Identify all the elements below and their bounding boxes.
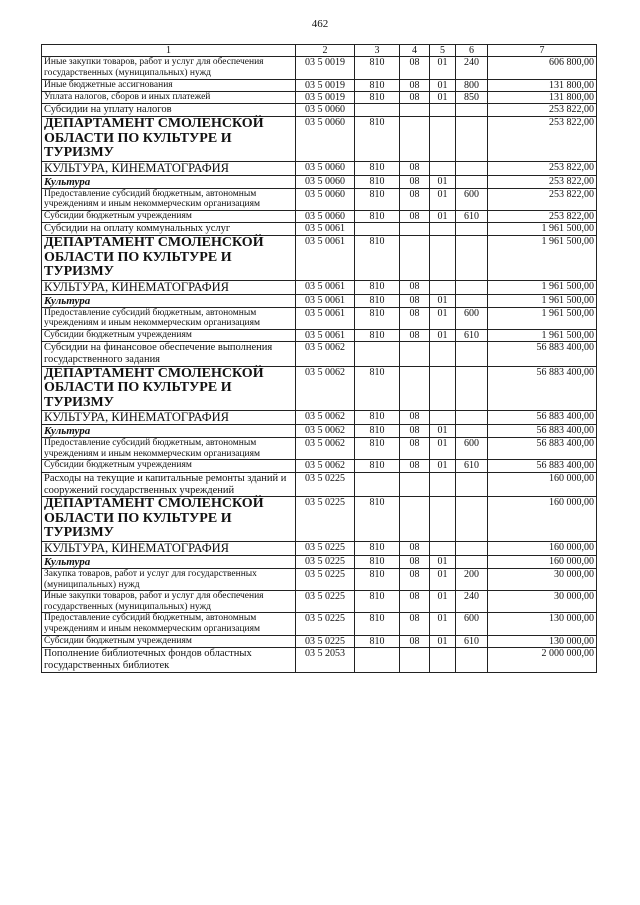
cell-section: 08 xyxy=(400,307,430,329)
table-row xyxy=(42,497,597,542)
cell-expense-type xyxy=(456,294,488,307)
table-row xyxy=(42,294,597,307)
cell-name: КУЛЬТУРА, КИНЕМАТОГРАФИЯ xyxy=(42,161,296,175)
cell-subsection: 01 xyxy=(430,294,456,307)
cell-subsection: 01 xyxy=(430,329,456,341)
cell-target-code: 03 5 0225 xyxy=(296,497,355,542)
cell-section: 08 xyxy=(400,425,430,438)
cell-name: Субсидии на уплату налогов xyxy=(42,104,296,117)
cell-expense-type xyxy=(456,366,488,411)
cell-target-code: 03 5 0061 xyxy=(296,329,355,341)
cell-name: Субсидии на оплату коммунальных услуг xyxy=(42,223,296,236)
cell-section: 08 xyxy=(400,329,430,341)
cell-amount: 253 822,00 xyxy=(488,210,597,222)
cell-target-code: 03 5 0062 xyxy=(296,342,355,367)
cell-department-code: 810 xyxy=(355,591,400,613)
cell-section xyxy=(400,104,430,117)
cell-expense-type: 610 xyxy=(456,635,488,647)
cell-department-code: 810 xyxy=(355,79,400,91)
cell-subsection: 01 xyxy=(430,57,456,79)
cell-expense-type: 800 xyxy=(456,79,488,91)
cell-subsection xyxy=(430,104,456,117)
cell-section: 08 xyxy=(400,438,430,460)
cell-name: Закупка товаров, работ и услуг для государственных (муниципальных) нужд xyxy=(42,568,296,590)
cell-target-code: 03 5 0225 xyxy=(296,568,355,590)
cell-subsection xyxy=(430,497,456,542)
cell-subsection xyxy=(430,647,456,672)
cell-department-code: 810 xyxy=(355,307,400,329)
cell-expense-type: 600 xyxy=(456,188,488,210)
cell-expense-type xyxy=(456,161,488,175)
header-col-1: 1 xyxy=(42,45,296,57)
table-row xyxy=(42,280,597,294)
table-row xyxy=(42,568,597,590)
header-col-2: 2 xyxy=(296,45,355,57)
cell-expense-type: 200 xyxy=(456,568,488,590)
cell-section: 08 xyxy=(400,541,430,555)
cell-section: 08 xyxy=(400,79,430,91)
cell-amount: 1 961 500,00 xyxy=(488,307,597,329)
cell-subsection: 01 xyxy=(430,591,456,613)
cell-name: Предоставление субсидий бюджетным, автономным учреждениям и иным некоммерческим организациям xyxy=(42,438,296,460)
cell-department-code: 810 xyxy=(355,329,400,341)
cell-name: Пополнение библиотечных фондов областных государственных библиотек xyxy=(42,647,296,672)
table-row xyxy=(42,79,597,91)
table-row xyxy=(42,591,597,613)
cell-target-code: 03 5 0225 xyxy=(296,555,355,568)
cell-target-code: 03 5 0225 xyxy=(296,613,355,635)
cell-amount: 160 000,00 xyxy=(488,541,597,555)
cell-amount: 253 822,00 xyxy=(488,104,597,117)
cell-target-code: 03 5 0062 xyxy=(296,411,355,425)
table-row xyxy=(42,329,597,341)
cell-expense-type: 850 xyxy=(456,92,488,104)
cell-expense-type xyxy=(456,342,488,367)
cell-expense-type xyxy=(456,175,488,188)
cell-amount: 56 883 400,00 xyxy=(488,460,597,472)
cell-section xyxy=(400,647,430,672)
table-row xyxy=(42,647,597,672)
cell-section: 08 xyxy=(400,568,430,590)
cell-expense-type: 610 xyxy=(456,460,488,472)
cell-target-code: 03 5 0060 xyxy=(296,104,355,117)
cell-department-code xyxy=(355,223,400,236)
header-col-3: 3 xyxy=(355,45,400,57)
cell-department-code xyxy=(355,472,400,497)
table-row xyxy=(42,425,597,438)
cell-subsection: 01 xyxy=(430,307,456,329)
header-col-6: 6 xyxy=(456,45,488,57)
cell-target-code: 03 5 0062 xyxy=(296,425,355,438)
cell-subsection xyxy=(430,342,456,367)
cell-subsection xyxy=(430,472,456,497)
cell-name: Культура xyxy=(42,175,296,188)
cell-name: Уплата налогов, сборов и иных платежей xyxy=(42,92,296,104)
cell-amount: 1 961 500,00 xyxy=(488,223,597,236)
cell-department-code xyxy=(355,647,400,672)
cell-section: 08 xyxy=(400,411,430,425)
cell-expense-type xyxy=(456,647,488,672)
cell-subsection: 01 xyxy=(430,175,456,188)
cell-name: ДЕПАРТАМЕНТ СМОЛЕНСКОЙ ОБЛАСТИ ПО КУЛЬТУРЕ И ТУРИЗМУ xyxy=(42,236,296,281)
cell-amount: 56 883 400,00 xyxy=(488,411,597,425)
cell-expense-type: 600 xyxy=(456,613,488,635)
cell-expense-type xyxy=(456,555,488,568)
cell-amount: 131 800,00 xyxy=(488,92,597,104)
cell-amount: 160 000,00 xyxy=(488,497,597,542)
table-row xyxy=(42,188,597,210)
table-row xyxy=(42,307,597,329)
cell-expense-type xyxy=(456,280,488,294)
table-row xyxy=(42,555,597,568)
cell-department-code: 810 xyxy=(355,188,400,210)
cell-department-code: 810 xyxy=(355,366,400,411)
cell-amount: 56 883 400,00 xyxy=(488,342,597,367)
cell-name: Субсидии на финансовое обеспечение выполнения государственного задания xyxy=(42,342,296,367)
header-row xyxy=(42,45,597,57)
cell-amount: 253 822,00 xyxy=(488,161,597,175)
cell-target-code: 03 5 0062 xyxy=(296,438,355,460)
budget-table xyxy=(41,44,597,673)
cell-amount: 131 800,00 xyxy=(488,79,597,91)
cell-section: 08 xyxy=(400,555,430,568)
cell-subsection xyxy=(430,411,456,425)
cell-section: 08 xyxy=(400,57,430,79)
cell-department-code: 810 xyxy=(355,57,400,79)
cell-subsection xyxy=(430,236,456,281)
cell-amount: 56 883 400,00 xyxy=(488,438,597,460)
cell-name: КУЛЬТУРА, КИНЕМАТОГРАФИЯ xyxy=(42,280,296,294)
cell-amount: 253 822,00 xyxy=(488,188,597,210)
cell-amount: 56 883 400,00 xyxy=(488,366,597,411)
cell-section: 08 xyxy=(400,92,430,104)
table-row xyxy=(42,161,597,175)
cell-expense-type: 600 xyxy=(456,438,488,460)
cell-amount: 1 961 500,00 xyxy=(488,294,597,307)
cell-section: 08 xyxy=(400,294,430,307)
table-row xyxy=(42,236,597,281)
cell-subsection: 01 xyxy=(430,635,456,647)
table-row xyxy=(42,117,597,162)
cell-amount: 606 800,00 xyxy=(488,57,597,79)
cell-department-code: 810 xyxy=(355,613,400,635)
table-row xyxy=(42,57,597,79)
cell-department-code: 810 xyxy=(355,555,400,568)
cell-amount: 30 000,00 xyxy=(488,591,597,613)
cell-name: ДЕПАРТАМЕНТ СМОЛЕНСКОЙ ОБЛАСТИ ПО КУЛЬТУРЕ И ТУРИЗМУ xyxy=(42,117,296,162)
cell-target-code: 03 5 0061 xyxy=(296,280,355,294)
cell-section: 08 xyxy=(400,175,430,188)
cell-amount: 130 000,00 xyxy=(488,635,597,647)
cell-department-code: 810 xyxy=(355,294,400,307)
cell-name: Иные закупки товаров, работ и услуг для обеспечения государственных (муниципальных) нужд xyxy=(42,591,296,613)
cell-expense-type: 600 xyxy=(456,307,488,329)
cell-amount: 2 000 000,00 xyxy=(488,647,597,672)
cell-section: 08 xyxy=(400,161,430,175)
cell-section: 08 xyxy=(400,188,430,210)
table-row xyxy=(42,92,597,104)
cell-name: Предоставление субсидий бюджетным, автономным учреждениям и иным некоммерческим организациям xyxy=(42,307,296,329)
table-row xyxy=(42,104,597,117)
cell-target-code: 03 5 0019 xyxy=(296,92,355,104)
cell-expense-type xyxy=(456,104,488,117)
cell-section xyxy=(400,472,430,497)
cell-amount: 130 000,00 xyxy=(488,613,597,635)
cell-department-code: 810 xyxy=(355,161,400,175)
header-col-4: 4 xyxy=(400,45,430,57)
table-row xyxy=(42,175,597,188)
cell-amount: 160 000,00 xyxy=(488,555,597,568)
header-col-7: 7 xyxy=(488,45,597,57)
cell-subsection: 01 xyxy=(430,425,456,438)
cell-name: Иные закупки товаров, работ и услуг для обеспечения государственных (муниципальных) нужд xyxy=(42,57,296,79)
cell-department-code: 810 xyxy=(355,92,400,104)
cell-target-code: 03 5 0062 xyxy=(296,366,355,411)
table-row xyxy=(42,342,597,367)
cell-target-code: 03 5 0225 xyxy=(296,591,355,613)
cell-target-code: 03 5 2053 xyxy=(296,647,355,672)
cell-subsection: 01 xyxy=(430,568,456,590)
cell-target-code: 03 5 0060 xyxy=(296,161,355,175)
cell-expense-type xyxy=(456,223,488,236)
cell-target-code: 03 5 0061 xyxy=(296,294,355,307)
cell-name: Субсидии бюджетным учреждениям xyxy=(42,329,296,341)
cell-target-code: 03 5 0225 xyxy=(296,472,355,497)
cell-subsection: 01 xyxy=(430,555,456,568)
cell-expense-type: 610 xyxy=(456,329,488,341)
cell-name: Субсидии бюджетным учреждениям xyxy=(42,210,296,222)
cell-department-code xyxy=(355,104,400,117)
cell-name: Культура xyxy=(42,294,296,307)
cell-subsection xyxy=(430,280,456,294)
table-row xyxy=(42,460,597,472)
cell-amount: 160 000,00 xyxy=(488,472,597,497)
cell-expense-type xyxy=(456,497,488,542)
cell-expense-type xyxy=(456,236,488,281)
cell-amount: 253 822,00 xyxy=(488,175,597,188)
cell-target-code: 03 5 0225 xyxy=(296,541,355,555)
cell-section xyxy=(400,497,430,542)
cell-name: ДЕПАРТАМЕНТ СМОЛЕНСКОЙ ОБЛАСТИ ПО КУЛЬТУРЕ И ТУРИЗМУ xyxy=(42,497,296,542)
cell-name: КУЛЬТУРА, КИНЕМАТОГРАФИЯ xyxy=(42,541,296,555)
cell-department-code: 810 xyxy=(355,541,400,555)
cell-subsection: 01 xyxy=(430,460,456,472)
cell-amount: 1 961 500,00 xyxy=(488,280,597,294)
cell-subsection xyxy=(430,117,456,162)
cell-department-code: 810 xyxy=(355,568,400,590)
cell-expense-type xyxy=(456,411,488,425)
table-row xyxy=(42,613,597,635)
header-col-5: 5 xyxy=(430,45,456,57)
cell-target-code: 03 5 0061 xyxy=(296,236,355,281)
table-body xyxy=(42,57,597,672)
cell-department-code: 810 xyxy=(355,497,400,542)
cell-section: 08 xyxy=(400,280,430,294)
cell-department-code: 810 xyxy=(355,438,400,460)
cell-section xyxy=(400,366,430,411)
cell-name: Иные бюджетные ассигнования xyxy=(42,79,296,91)
cell-department-code: 810 xyxy=(355,117,400,162)
cell-subsection: 01 xyxy=(430,438,456,460)
cell-subsection: 01 xyxy=(430,188,456,210)
cell-expense-type: 610 xyxy=(456,210,488,222)
cell-target-code: 03 5 0060 xyxy=(296,210,355,222)
table-row xyxy=(42,411,597,425)
page-number: 462 xyxy=(311,18,329,30)
table-row xyxy=(42,541,597,555)
cell-subsection: 01 xyxy=(430,79,456,91)
cell-amount: 1 961 500,00 xyxy=(488,236,597,281)
cell-section xyxy=(400,342,430,367)
cell-subsection xyxy=(430,223,456,236)
cell-target-code: 03 5 0060 xyxy=(296,175,355,188)
cell-expense-type: 240 xyxy=(456,57,488,79)
table-row xyxy=(42,472,597,497)
cell-name: Расходы на текущие и капитальные ремонты зданий и сооружений государственных учреждений xyxy=(42,472,296,497)
table-row xyxy=(42,438,597,460)
cell-name: Предоставление субсидий бюджетным, автономным учреждениям и иным некоммерческим организациям xyxy=(42,613,296,635)
cell-subsection: 01 xyxy=(430,210,456,222)
cell-target-code: 03 5 0060 xyxy=(296,188,355,210)
cell-name: Субсидии бюджетным учреждениям xyxy=(42,460,296,472)
cell-department-code xyxy=(355,342,400,367)
cell-target-code: 03 5 0062 xyxy=(296,460,355,472)
cell-expense-type xyxy=(456,472,488,497)
cell-name: Предоставление субсидий бюджетным, автономным учреждениям и иным некоммерческим организациям xyxy=(42,188,296,210)
cell-subsection xyxy=(430,161,456,175)
table-row xyxy=(42,635,597,647)
cell-subsection xyxy=(430,366,456,411)
cell-section: 08 xyxy=(400,591,430,613)
cell-expense-type: 240 xyxy=(456,591,488,613)
cell-department-code: 810 xyxy=(355,175,400,188)
cell-department-code: 810 xyxy=(355,635,400,647)
cell-department-code: 810 xyxy=(355,460,400,472)
cell-expense-type xyxy=(456,425,488,438)
cell-section: 08 xyxy=(400,460,430,472)
cell-name: КУЛЬТУРА, КИНЕМАТОГРАФИЯ xyxy=(42,411,296,425)
cell-section xyxy=(400,236,430,281)
table-row xyxy=(42,223,597,236)
table-row xyxy=(42,210,597,222)
cell-amount: 56 883 400,00 xyxy=(488,425,597,438)
cell-target-code: 03 5 0060 xyxy=(296,117,355,162)
cell-name: Субсидии бюджетным учреждениям xyxy=(42,635,296,647)
cell-target-code: 03 5 0061 xyxy=(296,223,355,236)
cell-target-code: 03 5 0019 xyxy=(296,57,355,79)
cell-amount: 253 822,00 xyxy=(488,117,597,162)
cell-department-code: 810 xyxy=(355,210,400,222)
cell-department-code: 810 xyxy=(355,280,400,294)
cell-section: 08 xyxy=(400,613,430,635)
cell-subsection xyxy=(430,541,456,555)
cell-department-code: 810 xyxy=(355,425,400,438)
cell-department-code: 810 xyxy=(355,411,400,425)
cell-name: Культура xyxy=(42,555,296,568)
cell-department-code: 810 xyxy=(355,236,400,281)
cell-section: 08 xyxy=(400,635,430,647)
cell-name: Культура xyxy=(42,425,296,438)
cell-section xyxy=(400,223,430,236)
cell-amount: 1 961 500,00 xyxy=(488,329,597,341)
table-row xyxy=(42,366,597,411)
cell-expense-type xyxy=(456,541,488,555)
cell-target-code: 03 5 0225 xyxy=(296,635,355,647)
cell-section xyxy=(400,117,430,162)
cell-subsection: 01 xyxy=(430,92,456,104)
cell-name: ДЕПАРТАМЕНТ СМОЛЕНСКОЙ ОБЛАСТИ ПО КУЛЬТУРЕ И ТУРИЗМУ xyxy=(42,366,296,411)
cell-target-code: 03 5 0061 xyxy=(296,307,355,329)
cell-expense-type xyxy=(456,117,488,162)
cell-subsection: 01 xyxy=(430,613,456,635)
cell-amount: 30 000,00 xyxy=(488,568,597,590)
cell-section: 08 xyxy=(400,210,430,222)
cell-target-code: 03 5 0019 xyxy=(296,79,355,91)
